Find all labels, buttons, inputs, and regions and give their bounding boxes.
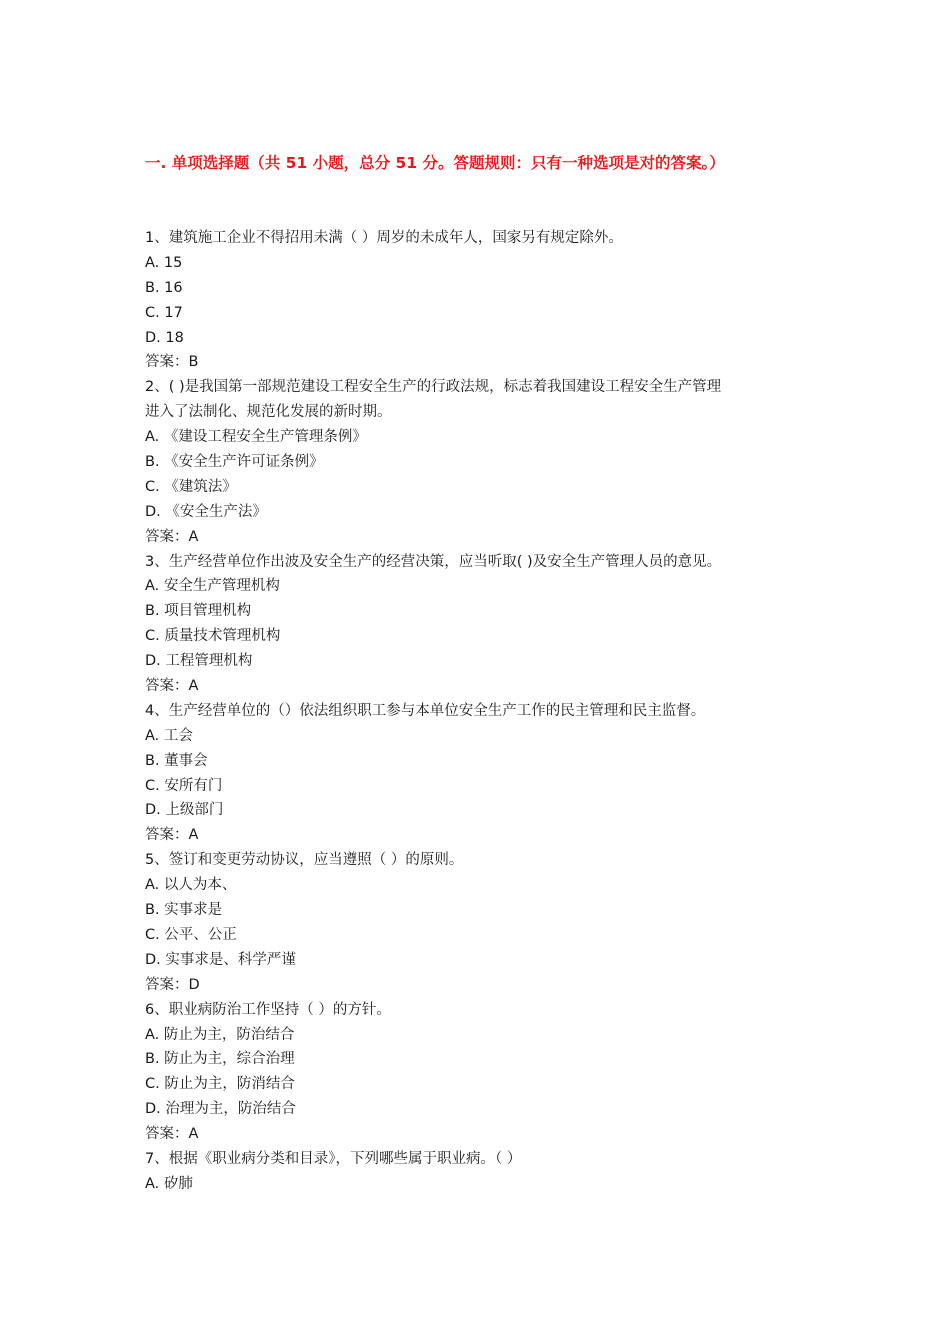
question-stem: 6、职业病防治工作坚持（ ）的方针。 <box>145 1001 391 1018</box>
question-answer: 答案：A <box>145 1126 199 1143</box>
question-answer: 答案：B <box>145 354 199 371</box>
question-stem: 2、( )是我国第一部规范建设工程安全生产的行政法规，标志着我国建设工程安全生产管理 <box>145 379 722 396</box>
question-option: B. 16 <box>145 279 183 296</box>
question-option: D. 实事求是、科学严谨 <box>145 951 296 968</box>
question-option: A. 以人为本、 <box>145 877 237 894</box>
question-item <box>145 848 825 997</box>
question-answer: 答案：A <box>145 827 199 844</box>
question-option: D. 《安全生产法》 <box>145 503 267 520</box>
question-stem: 5、签订和变更劳动协议，应当遵照（ ）的原则。 <box>145 852 464 869</box>
question-option: D. 工程管理机构 <box>145 653 253 670</box>
question-option: C. 防止为主，防消结合 <box>145 1076 295 1093</box>
question-stem: 4、生产经营单位的（）依法组织职工参与本单位安全生产工作的民主管理和民主监督。 <box>145 702 706 719</box>
section-heading: 一. 单项选择题（共 51 小题，总分 51 分。答题规则：只有一种选项是对的答案。） <box>145 154 725 172</box>
question-item <box>145 1147 825 1197</box>
question-option: D. 治理为主，防治结合 <box>145 1101 296 1118</box>
question-option: A. 矽肺 <box>145 1175 193 1192</box>
question-list <box>145 226 825 1197</box>
question-stem: 7、根据《职业病分类和目录》，下列哪些属于职业病。（ ） <box>145 1150 522 1167</box>
question-option: C. 质量技术管理机构 <box>145 628 281 645</box>
question-option: B. 防止为主，综合治理 <box>145 1051 295 1068</box>
question-option: B. 项目管理机构 <box>145 603 252 620</box>
question-option: A. 安全生产管理机构 <box>145 578 280 595</box>
question-option: D. 18 <box>145 329 184 346</box>
question-option: C. 公平、公正 <box>145 926 237 943</box>
question-option: B. 董事会 <box>145 752 208 769</box>
question-option: D. 上级部门 <box>145 802 224 819</box>
question-stem: 进入了法制化、规范化发展的新时期。 <box>145 404 392 421</box>
question-item <box>145 699 825 848</box>
question-option: C. 17 <box>145 304 183 321</box>
question-item <box>145 550 825 699</box>
question-item <box>145 998 825 1147</box>
question-option: A. 工会 <box>145 727 193 744</box>
question-stem: 3、生产经营单位作出波及安全生产的经营决策，应当听取( )及安全生产管理人员的意见。 <box>145 553 722 570</box>
question-option: B. 《安全生产许可证条例》 <box>145 454 324 471</box>
question-option: A. 15 <box>145 254 183 271</box>
question-answer: 答案：D <box>145 976 200 993</box>
question-option: A. 防止为主，防治结合 <box>145 1026 295 1043</box>
question-option: C. 《建筑法》 <box>145 478 237 495</box>
question-option: C. 安所有门 <box>145 777 223 794</box>
question-item <box>145 226 825 375</box>
question-option: A. 《建设工程安全生产管理条例》 <box>145 429 367 446</box>
question-stem: 1、建筑施工企业不得招用未满（ ）周岁的未成年人，国家另有规定除外。 <box>145 230 623 246</box>
question-answer: 答案：A <box>145 528 199 545</box>
question-answer: 答案：A <box>145 678 199 695</box>
question-item <box>145 375 825 549</box>
question-option: B. 实事求是 <box>145 902 223 919</box>
